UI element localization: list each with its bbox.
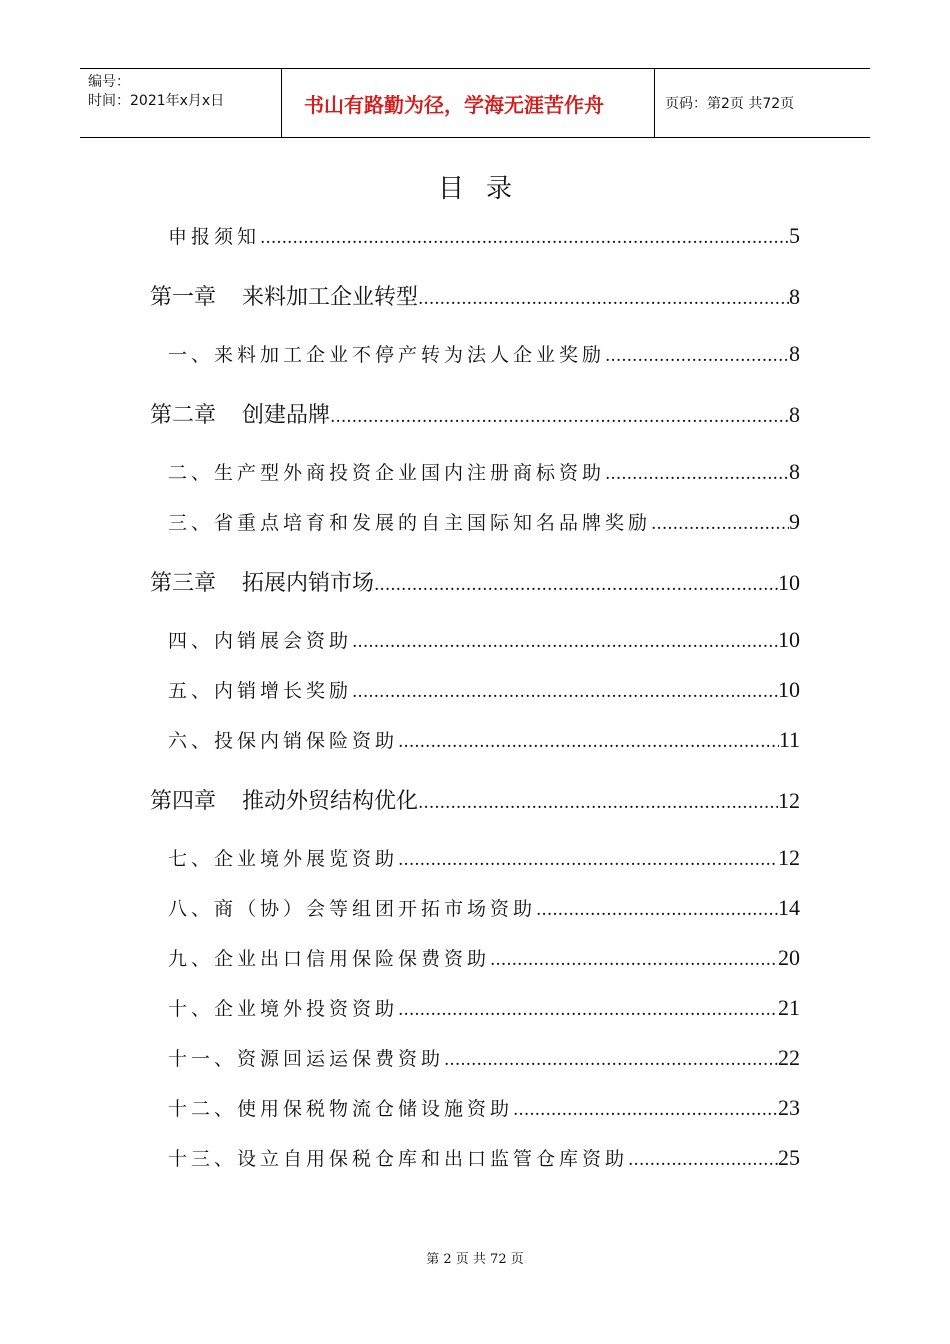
dot-leader: [398, 732, 779, 752]
toc-entry-label: [150, 398, 330, 429]
toc-page-number: 12: [778, 788, 800, 813]
toc-page-number: 21: [778, 995, 800, 1020]
dot-leader: [374, 575, 778, 595]
toc-entry-label: 十二、使用保税物流仓储设施资助: [168, 1098, 514, 1120]
dot-leader: [628, 1150, 778, 1170]
toc-entry[interactable]: [168, 844, 800, 871]
toc-entry-label: 十一、资源回运运保费资助: [168, 1048, 445, 1070]
toc-entry[interactable]: [168, 458, 800, 485]
toc-entry-label: 二、生产型外商投资企业国内注册商标资助: [168, 462, 606, 484]
toc-entry[interactable]: [168, 1044, 800, 1071]
toc-entry-label: 六、投保内销保险资助: [168, 730, 399, 752]
toc-page-number: 8: [789, 402, 800, 427]
toc-entry-label: 十、企业境外投资资助: [168, 998, 399, 1020]
page-header: [80, 68, 870, 138]
toc-entry-label: 一、来料加工企业不停产转为法人企业奖励: [168, 344, 606, 366]
toc-entry[interactable]: [168, 508, 800, 535]
toc-entry-label: 九、企业出口信用保险保费资助: [168, 948, 491, 970]
dot-leader: [651, 514, 789, 534]
toc-entry[interactable]: [168, 340, 800, 367]
toc-page-number: 10: [778, 570, 800, 595]
toc-entry[interactable]: [168, 222, 800, 249]
dot-leader: [536, 900, 778, 920]
toc-page-number: 12: [778, 845, 800, 870]
toc-entry[interactable]: [168, 1144, 800, 1171]
toc-page-number: 10: [778, 677, 800, 702]
dot-leader: [398, 1000, 778, 1020]
number-label: 编号：: [88, 74, 130, 90]
toc-entry[interactable]: [168, 1094, 800, 1121]
time-label: 时间：2021年x月x日: [88, 93, 225, 109]
toc-page-number: 14: [778, 895, 800, 920]
chapter-number: 第三章: [150, 571, 217, 596]
toc-page-number: 9: [789, 509, 800, 534]
toc-entry[interactable]: [168, 994, 800, 1021]
toc-chapter-entry[interactable]: [150, 398, 800, 429]
toc-chapter-entry[interactable]: [150, 566, 800, 597]
toc-chapter-entry[interactable]: [150, 784, 800, 815]
toc-page-number: 20: [778, 945, 800, 970]
toc-page-number: 8: [789, 284, 800, 309]
toc-page-number: 5: [789, 223, 800, 248]
toc-entry[interactable]: [168, 626, 800, 653]
toc-page-number: 22: [778, 1045, 800, 1070]
toc-page-number: 10: [778, 627, 800, 652]
toc-entry[interactable]: [168, 944, 800, 971]
toc-entry-label: 八、商（协）会等组团开拓市场资助: [168, 898, 537, 920]
dot-leader: [260, 228, 789, 248]
dot-leader: [418, 289, 789, 309]
chapter-number: 第二章: [150, 403, 217, 428]
dot-leader: [490, 950, 778, 970]
chapter-number: 第四章: [150, 789, 217, 814]
chapter-number: 第一章: [150, 285, 217, 310]
toc-entry-label: [150, 280, 418, 311]
dot-leader: [605, 464, 789, 484]
toc-entry[interactable]: [168, 726, 800, 753]
header-page-info: 页码：第2页 共72页: [665, 96, 795, 112]
header-meta: [80, 69, 282, 137]
dot-leader: [418, 793, 778, 813]
toc-chapter-entry[interactable]: [150, 280, 800, 311]
header-motto: 书山有路勤为径，学海无涯苦作舟: [282, 69, 655, 137]
toc-entry-label: 十三、设立自用保税仓库和出口监管仓库资助: [168, 1148, 629, 1170]
toc-page-number: 8: [789, 459, 800, 484]
toc-entry-label: 五、内销增长奖励: [168, 680, 353, 702]
toc-entry[interactable]: [168, 894, 800, 921]
toc-entry-label: 七、企业境外展览资助: [168, 848, 399, 870]
dot-leader: [330, 407, 789, 427]
chapter-title: 推动外贸结构优化: [242, 789, 419, 814]
toc-entry-label: [150, 566, 374, 597]
toc-page-number: 25: [778, 1145, 800, 1170]
dot-leader: [398, 850, 778, 870]
toc-entry-label: [150, 784, 418, 815]
toc-page-number: 8: [789, 341, 800, 366]
page-footer: 第 2 页 共 72 页: [426, 1252, 524, 1267]
toc-title: 目录: [437, 174, 534, 204]
chapter-title: 拓展内销市场: [242, 571, 375, 596]
dot-leader: [513, 1100, 778, 1120]
toc-entry[interactable]: [168, 676, 800, 703]
toc-entry-label: 三、省重点培育和发展的自主国际知名品牌奖励: [168, 512, 652, 534]
toc-entry-label: 申报须知: [168, 226, 261, 248]
dot-leader: [352, 632, 778, 652]
dot-leader: [605, 346, 789, 366]
toc-page-number: 23: [778, 1095, 800, 1120]
toc-entry-label: 四、内销展会资助: [168, 630, 353, 652]
chapter-title: 创建品牌: [242, 403, 331, 428]
chapter-title: 来料加工企业转型: [242, 285, 419, 310]
dot-leader: [444, 1050, 778, 1070]
toc-page-number: 11: [778, 727, 800, 752]
dot-leader: [352, 682, 778, 702]
